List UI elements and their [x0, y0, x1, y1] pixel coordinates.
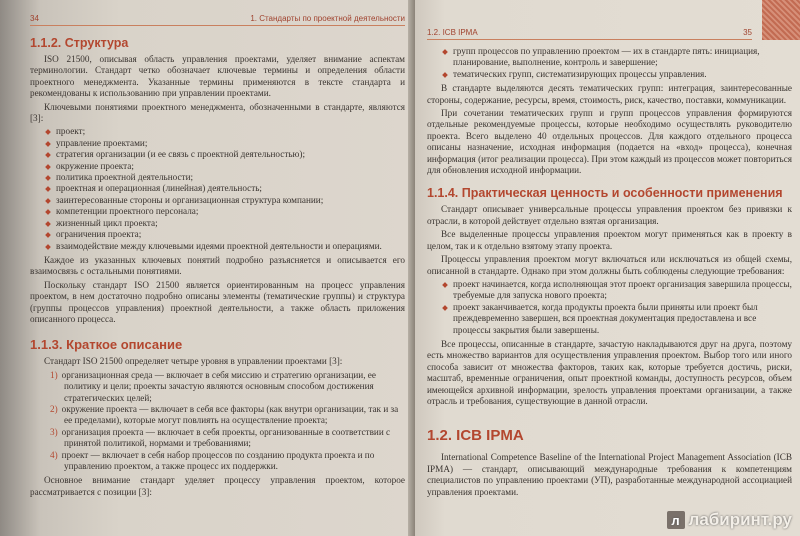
list-item — [42, 450, 405, 473]
section-heading-structure: 1.1.2. Структура — [30, 36, 129, 50]
list-text: организационная среда — включает в себя миссию и стратегию организации, ее политику и цели; проекты зачастую являются основным способом достижения стратегических целей; — [61, 369, 376, 403]
paragraph: Ключевыми понятиями проектного менеджмента, обозначенными в стандарте, являются [3]: — [30, 101, 405, 124]
paragraph: Стандарт описывает универсальные процессы управления проектом без привязки к отрасли, в которой действует отдельно взятая организация. — [427, 204, 792, 226]
list-item: компетенции проектного персонала; — [56, 206, 405, 217]
list-item: управление проектами; — [56, 138, 405, 149]
right-page — [415, 0, 800, 536]
list-item: стратегия организации (и ее связь с проектной деятельностью); — [56, 149, 405, 160]
chapter-title: 1. Стандарты по проектной деятельности — [250, 14, 405, 23]
paragraph: ISO 21500, описывая область управления проектами, уделяет внимание аспектам терминологии. Стандарт четко обозначает ключевые термины и определения области проектного менеджмента. Указанные термины применяются в тексте стандарта и рекомендованы к использованию при управлении проектами. — [30, 54, 405, 99]
paragraph: Каждое из указанных ключевых понятий подробно разъясняется и описывается его взаимосвязь с остальными понятиями. — [30, 254, 405, 277]
paragraph: Все выделенные процессы управления проектом могут применяться как в проекту в целом, так и к отдельно взятому этапу проекта. — [427, 229, 792, 251]
list-item: ограничения проекта; — [56, 229, 405, 240]
section-heading-brief: 1.1.3. Краткое описание — [30, 337, 183, 353]
watermark-text: лабиринт.ру — [688, 510, 792, 529]
list-text: организация проекта — включает в себя проекты, организованные в соответствии с принятой политикой, нормами и требованиями; — [61, 426, 391, 449]
running-head-right — [427, 28, 752, 40]
section-heading-value: 1.1.4. Практическая ценность и особенности применения — [427, 186, 783, 201]
list-text: проект — включает в себя набор процессов по созданию продукта проекта и по управлению проектом, а также процесс их поддержки. — [61, 449, 375, 471]
requirements-list — [427, 279, 792, 336]
list-item: тематических групп, систематизирующих процессы управления. — [453, 69, 792, 80]
list-item: политика проектной деятельности; — [56, 172, 405, 183]
list-item: взаимодействие между ключевыми идеями проектной деятельности и операциями. — [56, 241, 405, 252]
paragraph: International Competence Baseline of the International Project Management Association (ICB IPMA) — стандарт, описывающий международные требования к компетенциям специалистов по управлению проектами (УП), разработанные международной ассоциацией управления проектами. — [427, 452, 792, 497]
list-item: групп процессов по управлению проектом — их в стандарте пять: инициация, планирование, выполнение, контроль и завершение; — [453, 46, 792, 69]
levels-list — [30, 370, 405, 473]
page-number: 34 — [30, 14, 39, 23]
list-item: заинтересованные стороны и организационная структура компании; — [56, 195, 405, 206]
list-number: 3) — [50, 426, 58, 437]
list-item: жизненный цикл проекта; — [56, 218, 405, 229]
list-text: окружение проекта — включает в себя все факторы (как внутри организации, так и за ее пределами), которые могут повлиять на осуществление проекта; — [61, 403, 399, 426]
list-item — [42, 404, 405, 427]
list-item — [42, 427, 405, 450]
section-heading-icb-ipma: 1.2. ICB IPMA — [427, 427, 524, 445]
labirint-watermark — [667, 510, 792, 530]
chapter-title: 1.2. ICB IPMA — [427, 28, 478, 37]
paragraph: Процессы управления проектом могут включаться или исключаться из общей схемы, описанной в стандарте. Однако при этом должны быть соблюдены следующие требования: — [427, 254, 792, 276]
paragraph: Основное внимание стандарт уделяет процессу управления проектом, которое рассматривается с позиции [3]: — [30, 475, 405, 497]
list-item — [42, 370, 405, 404]
process-groups-list — [427, 46, 792, 80]
list-number: 1) — [50, 369, 58, 380]
page-number: 35 — [743, 28, 752, 37]
labirint-logo-icon: л — [667, 511, 685, 529]
list-number: 4) — [50, 449, 58, 460]
list-item: проектная и операционная (линейная) деятельность; — [56, 183, 405, 194]
list-item: окружение проекта; — [56, 161, 405, 172]
paragraph: Все процессы, описанные в стандарте, зачастую накладываются друг на друга, поэтому есть множество вариантов для осуществления управления проектом. Выбор того или иного способа зависит от множества факторов, таких как, которые требуется достичь, риски, масштаб, временные ограничения, опыт проектной команды, доступность ресурсов, объем имеющейся архивной информации, зрелость управления проектами организации, а также отрасль и требования, существующие в данной отрасли. — [427, 338, 792, 406]
list-item: проект; — [56, 126, 405, 137]
paragraph: В стандарте выделяются десять тематических групп: интеграция, заинтересованные стороны, содержание, ресурсы, время, стоимость, риск, качество, поставки, коммуникации. — [427, 83, 792, 105]
key-concepts-list — [30, 126, 405, 251]
list-item: проект начинается, когда исполняющая этот проект организация завершила процессы, требуемые для запуска нового проекта; — [453, 278, 792, 301]
paragraph: При сочетании тематических групп и групп процессов управления формируются отдельные рекомендуемые процессы, которые необходимо осуществлять руководителю проекта. Всего выделено 40 отдельных процессов. Для каждого отдельного процесса описаны назначение, исходная информация (подается на «вход» процесса), конечная информация (итог реализации процесса). При этом каждый из процессов может повториться для обновления исходной информации. — [427, 108, 792, 176]
list-number: 2) — [50, 403, 58, 414]
paragraph: Стандарт ISO 21500 определяет четыре уровня в управлении проектами [3]: — [44, 356, 343, 367]
paragraph: Поскольку стандарт ISO 21500 является ориентированным на процесс управления проектом, в нем достаточно подробно описаны элементы (тематические группы) и структура (группы процессов управления) проектной деятельности, а также область приложения описанного процесса. — [30, 279, 405, 324]
corner-pattern — [762, 0, 800, 40]
list-item: проект заканчивается, когда продукты проекта были приняты или проект был преждевременно завершен, вся проектная документация предоставлена и все процессы закрытия были завершены. — [453, 302, 792, 336]
running-head-left — [30, 14, 405, 26]
